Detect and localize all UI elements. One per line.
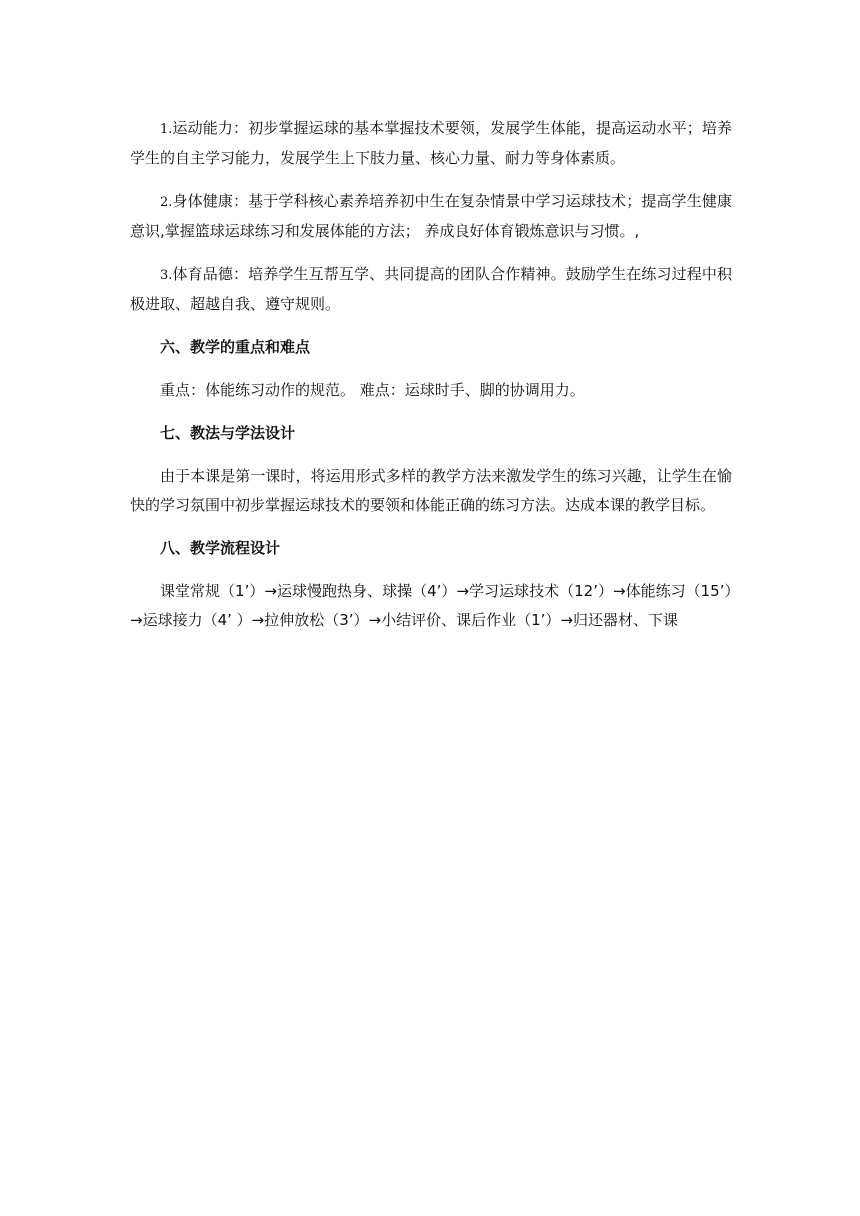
objective-item-2 xyxy=(130,187,732,246)
objective-number: 1. xyxy=(160,122,173,137)
section-heading-teaching-flow: 八、教学流程设计 xyxy=(160,539,281,557)
key-points-text: 重点：体能练习动作的规范。 难点：运球时手、脚的协调用力。 xyxy=(160,381,585,399)
objective-number: 3. xyxy=(160,268,173,283)
objective-item-1 xyxy=(130,114,732,173)
objective-text: 身体健康：基于学科核心素养培养初中生在复杂情景中学习运球技术；提高学生健康意识,掌握篮球运球练习和发展体能的方法； 养成良好体育锻炼意识与习惯。, xyxy=(130,192,732,240)
teaching-methods-text: 由于本课是第一课时，将运用形式多样的教学方法来激发学生的练习兴趣，让学生在愉快的学习氛围中初步掌握运球技术的要领和体能正确的练习方法。达成本课的教学目标。 xyxy=(130,467,732,514)
section-heading-key-points: 六、教学的重点和难点 xyxy=(160,338,311,356)
objective-text: 体育品德：培养学生互帮互学、共同提高的团队合作精神。鼓励学生在练习过程中积极进取、超越自我、遵守规则。 xyxy=(130,265,732,313)
teaching-flow-text: 课堂常规（1’）→运球慢跑热身、球操（4’）→学习运球技术（12’）→体能练习（15’）→运球接力（4’ ）→拉伸放松（3’）→小结评价、课后作业（1’）→归还器材、下课 xyxy=(130,582,732,629)
objective-item-3 xyxy=(130,260,732,319)
document-body xyxy=(130,114,732,649)
objective-text: 运动能力：初步掌握运球的基本掌握技术要领，发展学生体能，提高运动水平；培养学生的自主学习能力，发展学生上下肢力量、核心力量、耐力等身体素质。 xyxy=(130,119,732,167)
objective-number: 2. xyxy=(160,195,173,210)
section-heading-teaching-methods: 七、教法与学法设计 xyxy=(160,424,296,442)
